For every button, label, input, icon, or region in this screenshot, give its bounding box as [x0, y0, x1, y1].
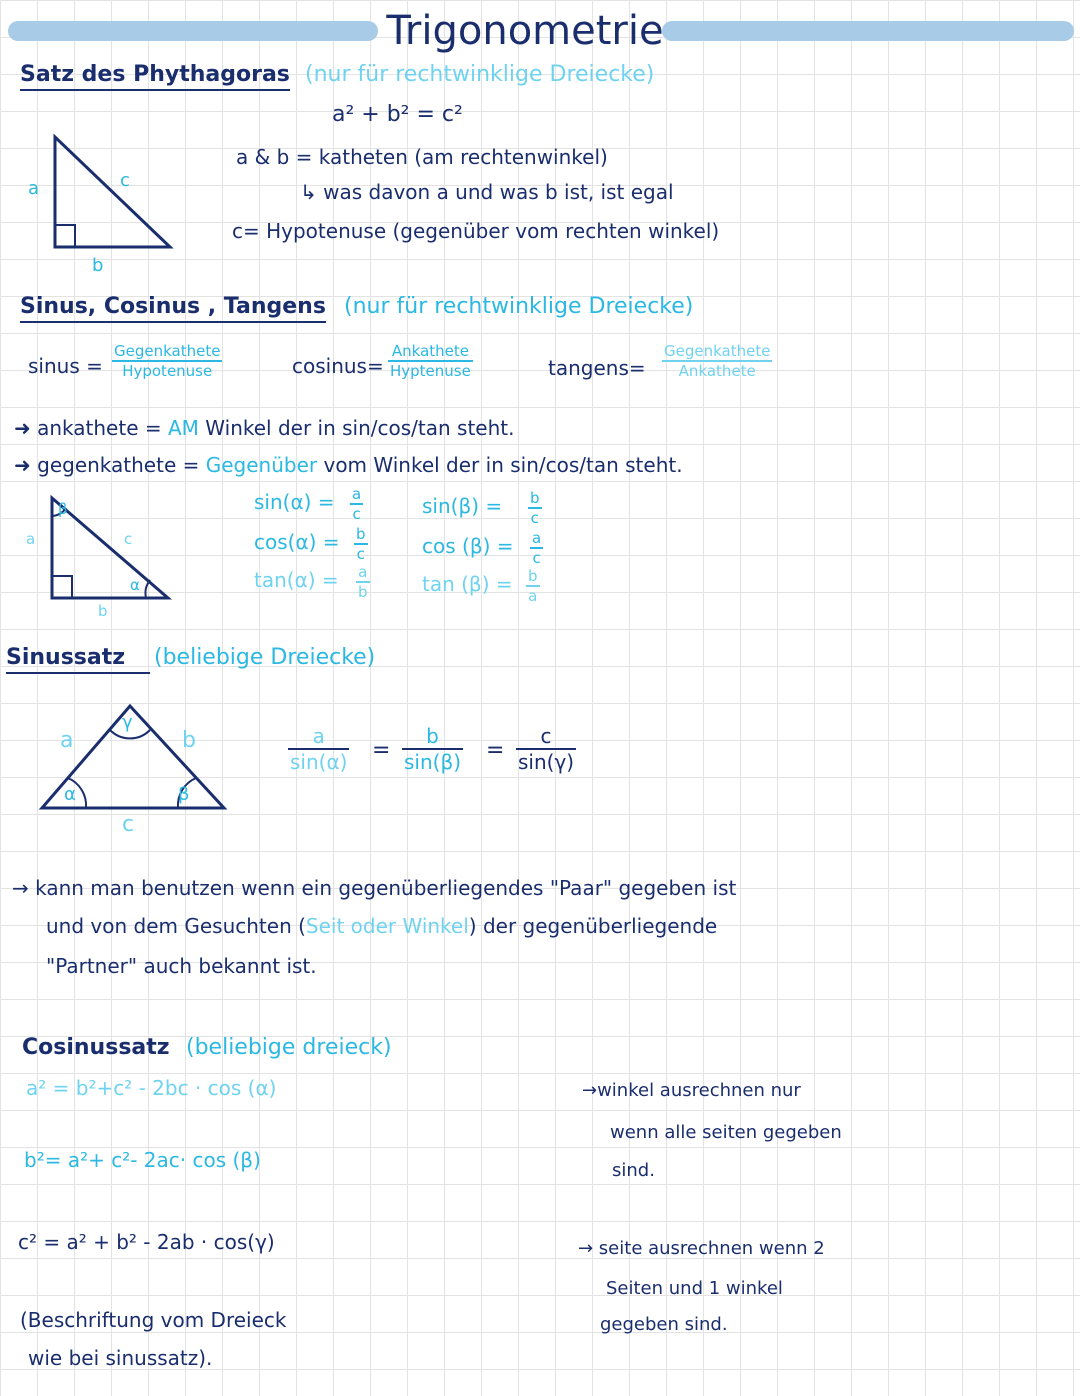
sinussatz-tri-gamma: γ: [122, 712, 133, 733]
tan-beta-den: a: [528, 587, 538, 605]
page-title: Trigonometrie: [386, 8, 664, 54]
cosinussatz-side2-1: → seite ausrechnen wenn 2: [578, 1238, 825, 1259]
ankathete-rule-a: ankathete =: [37, 416, 162, 440]
cosinussatz-side2-2: Seiten und 1 winkel: [606, 1278, 783, 1299]
sct-note: (nur für rechtwinklige Dreiecke): [344, 294, 694, 319]
tan-alpha-den: b: [358, 583, 368, 601]
sct-tri-beta: β: [58, 500, 68, 518]
tan-alpha-label: tan(α) =: [254, 568, 339, 592]
tan-beta-num: b: [528, 567, 538, 585]
sinussatz-frac-b-num: b: [402, 724, 463, 750]
cosinussatz-note: (beliebige dreieck): [186, 1035, 392, 1060]
cosinus-numerator: Ankathete: [388, 342, 473, 362]
pythagoras-line3: c= Hypotenuse (gegenüber vom rechten winkel): [232, 219, 720, 243]
sinussatz-eq-2: =: [486, 738, 505, 763]
sinussatz-note: (beliebige Dreiecke): [154, 645, 376, 670]
cosinussatz-side1-1: →winkel ausrechnen nur: [582, 1080, 801, 1101]
tan-beta-label: tan (β) =: [422, 572, 513, 596]
sinussatz-heading: Sinussatz: [6, 645, 150, 674]
tangens-numerator: Gegenkathete: [664, 342, 771, 360]
sinussatz-text-3: "Partner" auch bekannt ist.: [46, 954, 317, 978]
cosinus-fraction: [388, 342, 473, 380]
sinussatz-frac-b: [402, 724, 463, 774]
cosinus-denominator: Hyptenuse: [390, 362, 471, 380]
cosinussatz-side2-3: gegeben sind.: [600, 1314, 728, 1335]
gegenkathete-rule-b: Gegenüber: [205, 453, 318, 477]
sct-tri-a: a: [26, 530, 36, 548]
tangens-fraction: [662, 342, 772, 380]
tan-alpha-fraction: [356, 563, 370, 601]
sct-tri-alpha: α: [130, 576, 140, 594]
sinussatz-text-1: → kann man benutzen wenn ein gegenüberliegendes "Paar" gegeben ist: [12, 876, 737, 900]
sin-alpha-fraction: [350, 485, 363, 523]
pythagoras-tri-b: b: [92, 255, 104, 276]
cosinussatz-formula-a: a² = b²+c² - 2bc · cos (α): [26, 1076, 277, 1100]
tangens-label: tangens=: [548, 356, 646, 380]
sinussatz-frac-c-den: sin(γ): [518, 750, 575, 774]
sinussatz-tri-alpha: α: [64, 784, 76, 805]
sinussatz-text-2c: ) der gegenüberliegende: [468, 914, 718, 938]
cos-alpha-fraction: [354, 525, 368, 563]
ankathete-rule: [14, 416, 514, 440]
pythagoras-line1: a & b = katheten (am rechtenwinkel): [236, 145, 608, 169]
cos-beta-den: c: [532, 549, 541, 567]
sinussatz-frac-c-num: c: [516, 724, 576, 750]
sinussatz-eq-1: =: [372, 738, 391, 763]
cos-alpha-den: c: [356, 545, 365, 563]
gegenkathete-rule-c: vom Winkel der in sin/cos/tan steht.: [323, 453, 683, 477]
cosinussatz-heading: Cosinussatz: [22, 1035, 170, 1060]
title-highlight-right: [662, 21, 1074, 41]
sinussatz-frac-a-num: a: [288, 724, 349, 750]
cosinussatz-side1-2: wenn alle seiten gegeben: [610, 1122, 842, 1143]
pythagoras-tri-c: c: [120, 170, 130, 191]
sinussatz-tri-b: b: [182, 728, 196, 753]
title-highlight-left: [8, 21, 378, 41]
cosinussatz-formula-c: c² = a² + b² - 2ab · cos(γ): [18, 1230, 275, 1254]
sinussatz-text-2b: Seit oder Winkel: [305, 914, 469, 938]
cos-beta-label: cos (β) =: [422, 534, 514, 558]
tangens-denominator: Ankathete: [678, 362, 756, 380]
sinus-label: sinus =: [28, 354, 103, 378]
sinussatz-text-2a: und von dem Gesuchten (: [46, 914, 306, 938]
cosinussatz-formula-b: b²= a²+ c²- 2ac· cos (β): [24, 1148, 261, 1172]
cosinussatz-note-bottom-2: wie bei sinussatz).: [28, 1346, 213, 1370]
pythagoras-triangle: [40, 125, 220, 265]
sinus-numerator: Gegenkathete: [114, 342, 221, 360]
ankathete-arrow-icon: ➜: [14, 416, 38, 440]
sin-alpha-label: sin(α) =: [254, 490, 335, 514]
sin-beta-num: b: [530, 489, 540, 507]
pythagoras-heading: Satz des Phythagoras: [20, 62, 290, 91]
sct-tri-b: b: [98, 602, 108, 620]
sin-alpha-num: a: [352, 485, 362, 503]
pythagoras-formula: a² + b² = c²: [332, 102, 463, 127]
pythagoras-note: (nur für rechtwinklige Dreiecke): [305, 62, 655, 87]
cos-alpha-num: b: [356, 525, 366, 543]
cos-beta-fraction: [530, 529, 543, 567]
gegenkathete-rule: [14, 453, 683, 477]
sct-heading: Sinus, Cosinus , Tangens: [20, 294, 326, 323]
sinussatz-text-2: [46, 914, 717, 938]
sin-beta-label: sin(β) =: [422, 494, 503, 518]
sinus-denominator: Hypotenuse: [122, 362, 213, 380]
sin-beta-den: c: [530, 509, 539, 527]
cos-alpha-label: cos(α) =: [254, 530, 340, 554]
cos-beta-num: a: [532, 529, 542, 547]
sinussatz-tri-a: a: [60, 728, 74, 753]
sin-alpha-den: c: [352, 505, 361, 523]
cosinussatz-side1-3: sind.: [612, 1160, 655, 1181]
ankathete-rule-b: AM: [168, 416, 199, 440]
gegenkathete-arrow-icon: ➜: [14, 453, 38, 477]
sinussatz-frac-a: [288, 724, 349, 774]
sinussatz-tri-c: c: [122, 812, 135, 837]
tan-alpha-num: a: [356, 563, 370, 583]
sinussatz-frac-b-den: sin(β): [404, 750, 462, 774]
ankathete-rule-c: Winkel der in sin/cos/tan steht.: [205, 416, 515, 440]
sinus-fraction: [112, 342, 222, 380]
cosinussatz-note-bottom-1: (Beschriftung vom Dreieck: [20, 1308, 287, 1332]
cosinus-label: cosinus=: [292, 354, 384, 378]
gegenkathete-rule-a: gegenkathete =: [37, 453, 200, 477]
sin-beta-fraction: [528, 489, 542, 527]
tan-beta-fraction: [526, 567, 540, 605]
sct-tri-c: c: [124, 530, 133, 548]
sinussatz-frac-a-den: sin(α): [290, 750, 348, 774]
pythagoras-line2: ↳ was davon a und was b ist, ist egal: [300, 180, 674, 204]
sinussatz-tri-beta: β: [178, 784, 190, 805]
sinussatz-frac-c: [516, 724, 576, 774]
pythagoras-tri-a: a: [28, 178, 40, 199]
